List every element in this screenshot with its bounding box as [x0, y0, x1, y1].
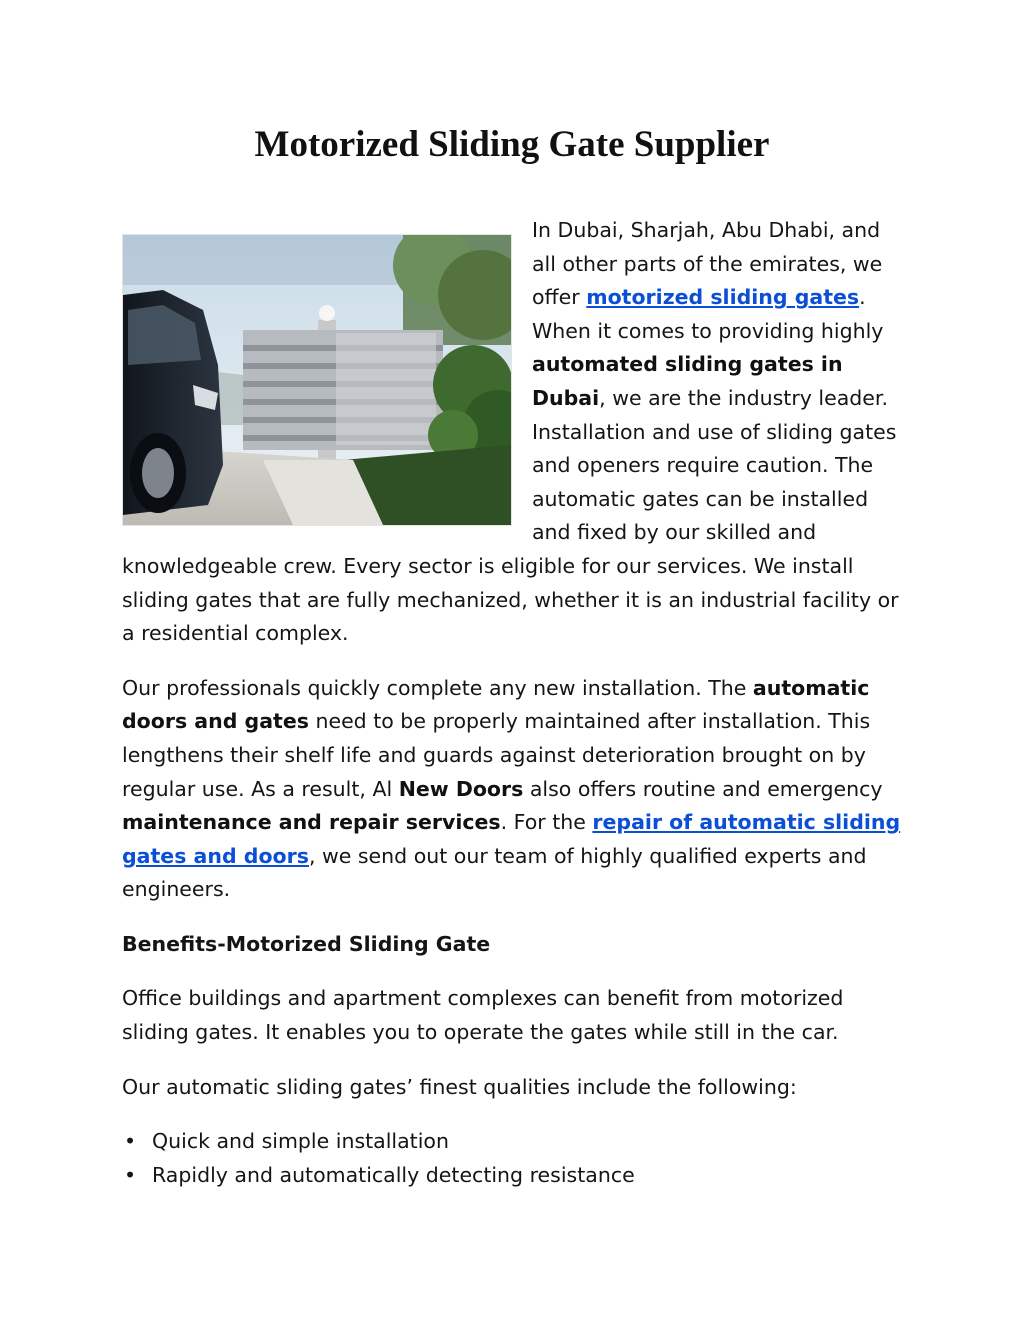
list-item-text: Rapidly and automatically detecting resistance [152, 1162, 635, 1187]
maintenance-text-5: , we send out our team of highly qualified experts and engineers. [122, 843, 867, 902]
maintenance-repair-bold: maintenance and repair services [122, 810, 501, 835]
list-item-text: Quick and simple installation [152, 1129, 449, 1154]
features-list [122, 1125, 904, 1192]
intro-text-3: , we are the industry leader. Installation and use of sliding gates and openers require caution. The automatic gates can be installed and fixed by our skilled and knowledgeable crew. Every sector is eligible for our services. We install sliding gates that are fully mechanized, whether it is an industrial facility or a residential complex. [122, 385, 899, 646]
benefits-heading: Benefits-Motorized Sliding Gate [122, 931, 491, 956]
intro-text-2: . When it comes to providing highly [532, 285, 884, 343]
benefits-paragraph-2: Our automatic sliding gates’ finest qualities include the following: [122, 1074, 797, 1099]
intro-text-1: In Dubai, Sharjah, Abu Dhabi, and all other parts of the emirates, we offer [532, 218, 883, 310]
automatic-doors-bold: automatic doors and gates [122, 675, 870, 734]
sliding-gate-photo [122, 234, 512, 526]
bullet-icon: • [123, 1162, 137, 1187]
maintenance-paragraph [122, 672, 904, 907]
document-body [122, 214, 904, 1192]
automated-gates-dubai-bold: automated sliding gates in Dubai [532, 352, 843, 410]
page-title: Motorized Sliding Gate Supplier [254, 124, 770, 165]
maintenance-text-3: also offers routine and emergency [523, 776, 883, 801]
list-item [122, 1125, 904, 1159]
maintenance-text-4: . For the [500, 810, 593, 835]
maintenance-text-2: need to be properly maintained after installation. This lengthens their shelf life and guards against deterioration brought on by regular use. As a result, Al [122, 709, 871, 801]
list-item [122, 1159, 904, 1193]
benefits-paragraph-1: Office buildings and apartment complexes can benefit from motorized sliding gates. It enables you to operate the gates while still in the car. [122, 986, 844, 1045]
new-doors-bold: New Doors [398, 776, 524, 801]
motorized-sliding-gates-link[interactable]: motorized sliding gates [586, 285, 860, 310]
maintenance-text-1: Our professionals quickly complete any new installation. The [122, 675, 753, 700]
repair-automatic-gates-link[interactable]: repair of automatic sliding gates and doors [122, 810, 901, 868]
bullet-icon: • [123, 1129, 137, 1154]
